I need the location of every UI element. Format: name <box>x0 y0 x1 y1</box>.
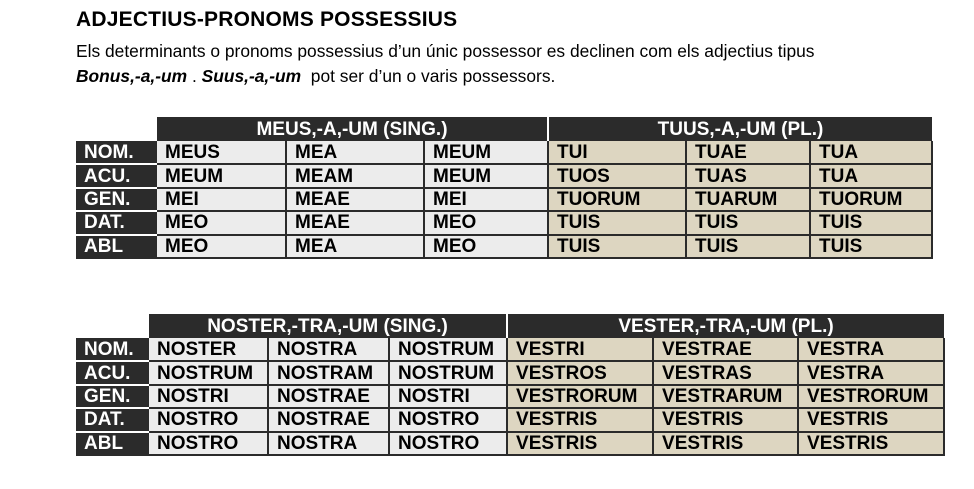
case-label: NOM. <box>76 141 156 164</box>
declension-table-noster-vester <box>76 314 945 456</box>
case-label: ABL <box>76 235 156 258</box>
bonus-term: Bonus,-a,-um <box>76 66 188 86</box>
intro-text: Els determinants o pronoms possessius d’un únic possessor es declinen com els adjectius tipus <box>76 41 815 61</box>
case-label: DAT. <box>76 408 148 431</box>
intro-paragraph <box>76 39 956 89</box>
table-row <box>76 361 944 384</box>
plural-form-cell: VESTRI <box>507 338 653 361</box>
table-row <box>76 164 932 187</box>
plural-form-cell: VESTRIS <box>798 432 944 455</box>
plural-form-cell: TUIS <box>548 235 686 258</box>
singular-form-cell: MEAE <box>286 211 424 234</box>
plural-form-cell: TUIS <box>810 235 932 258</box>
group-header-singular: NOSTER,-TRA,-UM (SING.) <box>148 314 507 338</box>
singular-form-cell: NOSTRO <box>148 432 268 455</box>
case-label: GEN. <box>76 188 156 211</box>
singular-form-cell: MEI <box>156 188 286 211</box>
table-row <box>76 188 932 211</box>
plural-form-cell: VESTRAE <box>653 338 798 361</box>
plural-form-cell: TUARUM <box>686 188 810 211</box>
plural-form-cell: TUOS <box>548 164 686 187</box>
plural-form-cell: TUIS <box>686 211 810 234</box>
singular-form-cell: MEO <box>424 211 548 234</box>
singular-form-cell: NOSTRUM <box>148 361 268 384</box>
singular-form-cell: MEAE <box>286 188 424 211</box>
plural-form-cell: TUA <box>810 141 932 164</box>
singular-form-cell: NOSTRAM <box>268 361 389 384</box>
plural-form-cell: TUAE <box>686 141 810 164</box>
singular-form-cell: NOSTRUM <box>389 338 507 361</box>
plural-form-cell: TUORUM <box>810 188 932 211</box>
plural-form-cell: TUA <box>810 164 932 187</box>
plural-form-cell: VESTRIS <box>507 432 653 455</box>
singular-form-cell: MEA <box>286 235 424 258</box>
intro-tail: pot ser d’un o varis possessors. <box>301 66 556 86</box>
group-header-plural: TUUS,-A,-UM (PL.) <box>548 117 932 141</box>
singular-form-cell: NOSTRI <box>148 385 268 408</box>
suus-term: Suus,-a,-um <box>201 66 302 86</box>
plural-form-cell: TUIS <box>810 211 932 234</box>
plural-form-cell: VESTRORUM <box>798 385 944 408</box>
table-row <box>76 385 944 408</box>
case-label: ABL <box>76 432 148 455</box>
group-header-plural: VESTER,-TRA,-UM (PL.) <box>507 314 944 338</box>
plural-form-cell: VESTRIS <box>653 408 798 431</box>
case-label: ACU. <box>76 164 156 187</box>
case-label: GEN. <box>76 385 148 408</box>
table-row <box>76 408 944 431</box>
plural-form-cell: VESTRA <box>798 338 944 361</box>
plural-form-cell: TUIS <box>686 235 810 258</box>
table-row <box>76 338 944 361</box>
page-title: ADJECTIUS-PRONOMS POSSESSIUS <box>76 8 458 31</box>
singular-form-cell: NOSTRAE <box>268 385 389 408</box>
plural-form-cell: TUIS <box>548 211 686 234</box>
table-corner <box>76 117 156 141</box>
plural-form-cell: TUAS <box>686 164 810 187</box>
intro-separator: . <box>187 66 202 86</box>
plural-form-cell: VESTRARUM <box>653 385 798 408</box>
singular-form-cell: MEO <box>156 211 286 234</box>
singular-form-cell: MEO <box>156 235 286 258</box>
singular-form-cell: MEO <box>424 235 548 258</box>
table-corner <box>76 314 148 338</box>
singular-form-cell: NOSTRA <box>268 432 389 455</box>
case-label: ACU. <box>76 361 148 384</box>
singular-form-cell: NOSTRAE <box>268 408 389 431</box>
group-header-singular: MEUS,-A,-UM (SING.) <box>156 117 548 141</box>
table-header-row <box>76 117 932 141</box>
singular-form-cell: MEA <box>286 141 424 164</box>
singular-form-cell: NOSTRUM <box>389 361 507 384</box>
singular-form-cell: NOSTRO <box>389 432 507 455</box>
case-label: NOM. <box>76 338 148 361</box>
singular-form-cell: NOSTRI <box>389 385 507 408</box>
plural-form-cell: VESTRORUM <box>507 385 653 408</box>
plural-form-cell: VESTRIS <box>507 408 653 431</box>
singular-form-cell: MEI <box>424 188 548 211</box>
plural-form-cell: TUI <box>548 141 686 164</box>
table-row <box>76 432 944 455</box>
singular-form-cell: MEAM <box>286 164 424 187</box>
singular-form-cell: NOSTER <box>148 338 268 361</box>
singular-form-cell: NOSTRO <box>389 408 507 431</box>
singular-form-cell: NOSTRO <box>148 408 268 431</box>
case-label: DAT. <box>76 211 156 234</box>
singular-form-cell: MEUM <box>424 164 548 187</box>
table-row <box>76 235 932 258</box>
plural-form-cell: VESTRAS <box>653 361 798 384</box>
table-row <box>76 211 932 234</box>
singular-form-cell: MEUS <box>156 141 286 164</box>
plural-form-cell: VESTRIS <box>653 432 798 455</box>
singular-form-cell: NOSTRA <box>268 338 389 361</box>
table-row <box>76 141 932 164</box>
plural-form-cell: VESTROS <box>507 361 653 384</box>
declension-table-meus-tuus <box>76 117 933 259</box>
table-header-row <box>76 314 944 338</box>
plural-form-cell: VESTRIS <box>798 408 944 431</box>
plural-form-cell: TUORUM <box>548 188 686 211</box>
plural-form-cell: VESTRA <box>798 361 944 384</box>
singular-form-cell: MEUM <box>156 164 286 187</box>
singular-form-cell: MEUM <box>424 141 548 164</box>
